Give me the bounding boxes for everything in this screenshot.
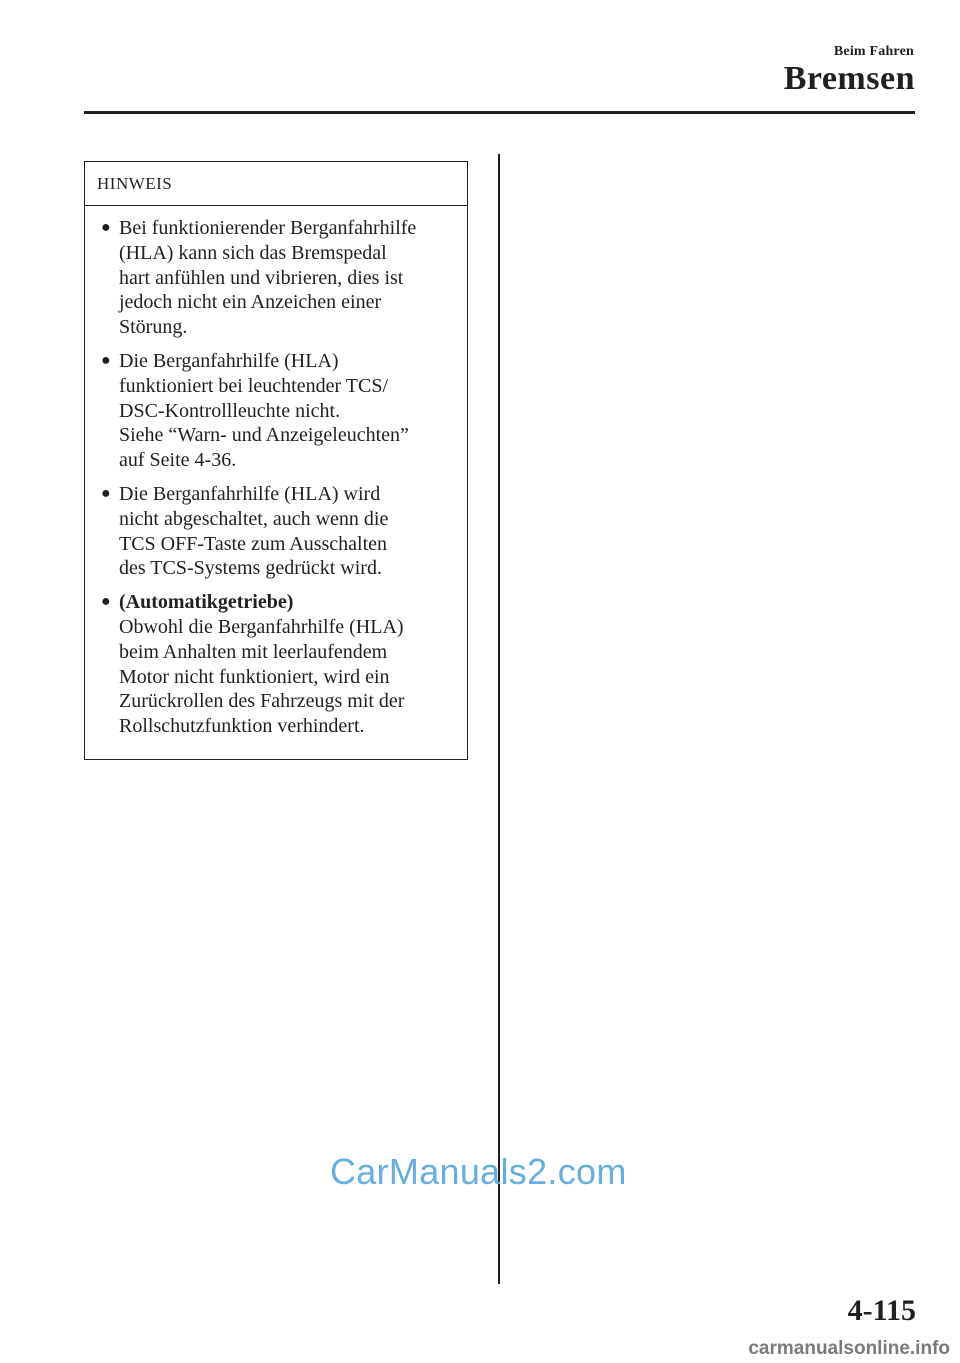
note-line: jedoch nicht ein Anzeichen einer [119,291,382,314]
note-item-heading: (Automatikgetriebe) [119,591,294,614]
note-line: beim Anhalten mit leerlaufendem [119,640,388,663]
bullet-icon: ● [101,593,111,611]
note-line: Obwohl die Berganfahrhilfe (HLA) [119,615,404,638]
chapter-title: Bremsen [783,60,915,97]
note-list [85,206,467,739]
header-rule [84,111,915,114]
page-number: 4-115 [847,1294,916,1327]
note-item [101,590,459,739]
note-line: Bei funktionierender Berganfahrhilfe [119,217,417,239]
note-line: nicht abgeschaltet, auch wenn die [119,507,389,530]
footer-link[interactable]: carmanualsonline.info [748,1338,950,1359]
note-line: DSC-Kontrollleuchte nicht. [119,399,341,422]
note-line: des TCS-Systems gedrückt wird. [119,557,382,580]
section-label: Beim Fahren [833,44,914,59]
note-line: (HLA) kann sich das Bremspedal [119,241,387,264]
note-line: Motor nicht funktioniert, wird ein [119,665,390,688]
note-line: Störung. [119,316,188,339]
note-line: Die Berganfahrhilfe (HLA) wird [119,482,381,505]
bullet-icon: ● [101,219,111,236]
note-item [101,216,459,340]
note-line: funktioniert bei leuchtender TCS/ [119,374,389,397]
note-item [101,349,459,473]
note-line: TCS OFF-Taste zum Ausschalten [119,532,388,555]
bullet-icon: ● [101,351,111,369]
note-title: HINWEIS [85,162,467,206]
note-line: Rollschutzfunktion verhindert. [119,715,365,738]
note-item [101,482,459,581]
column-divider [498,154,500,1284]
bullet-icon: ● [101,484,111,502]
note-line: Zurückrollen des Fahrzeugs mit der [119,690,405,713]
note-line: auf Seite 4-36. [119,449,237,472]
note-box [84,161,468,760]
note-line: Die Berganfahrhilfe (HLA) [119,349,339,372]
note-line: Siehe “Warn- und Anzeigeleuchten” [119,424,409,447]
note-line: hart anfühlen und vibrieren, dies ist [119,266,404,289]
watermark: CarManuals2.com [330,1151,627,1192]
